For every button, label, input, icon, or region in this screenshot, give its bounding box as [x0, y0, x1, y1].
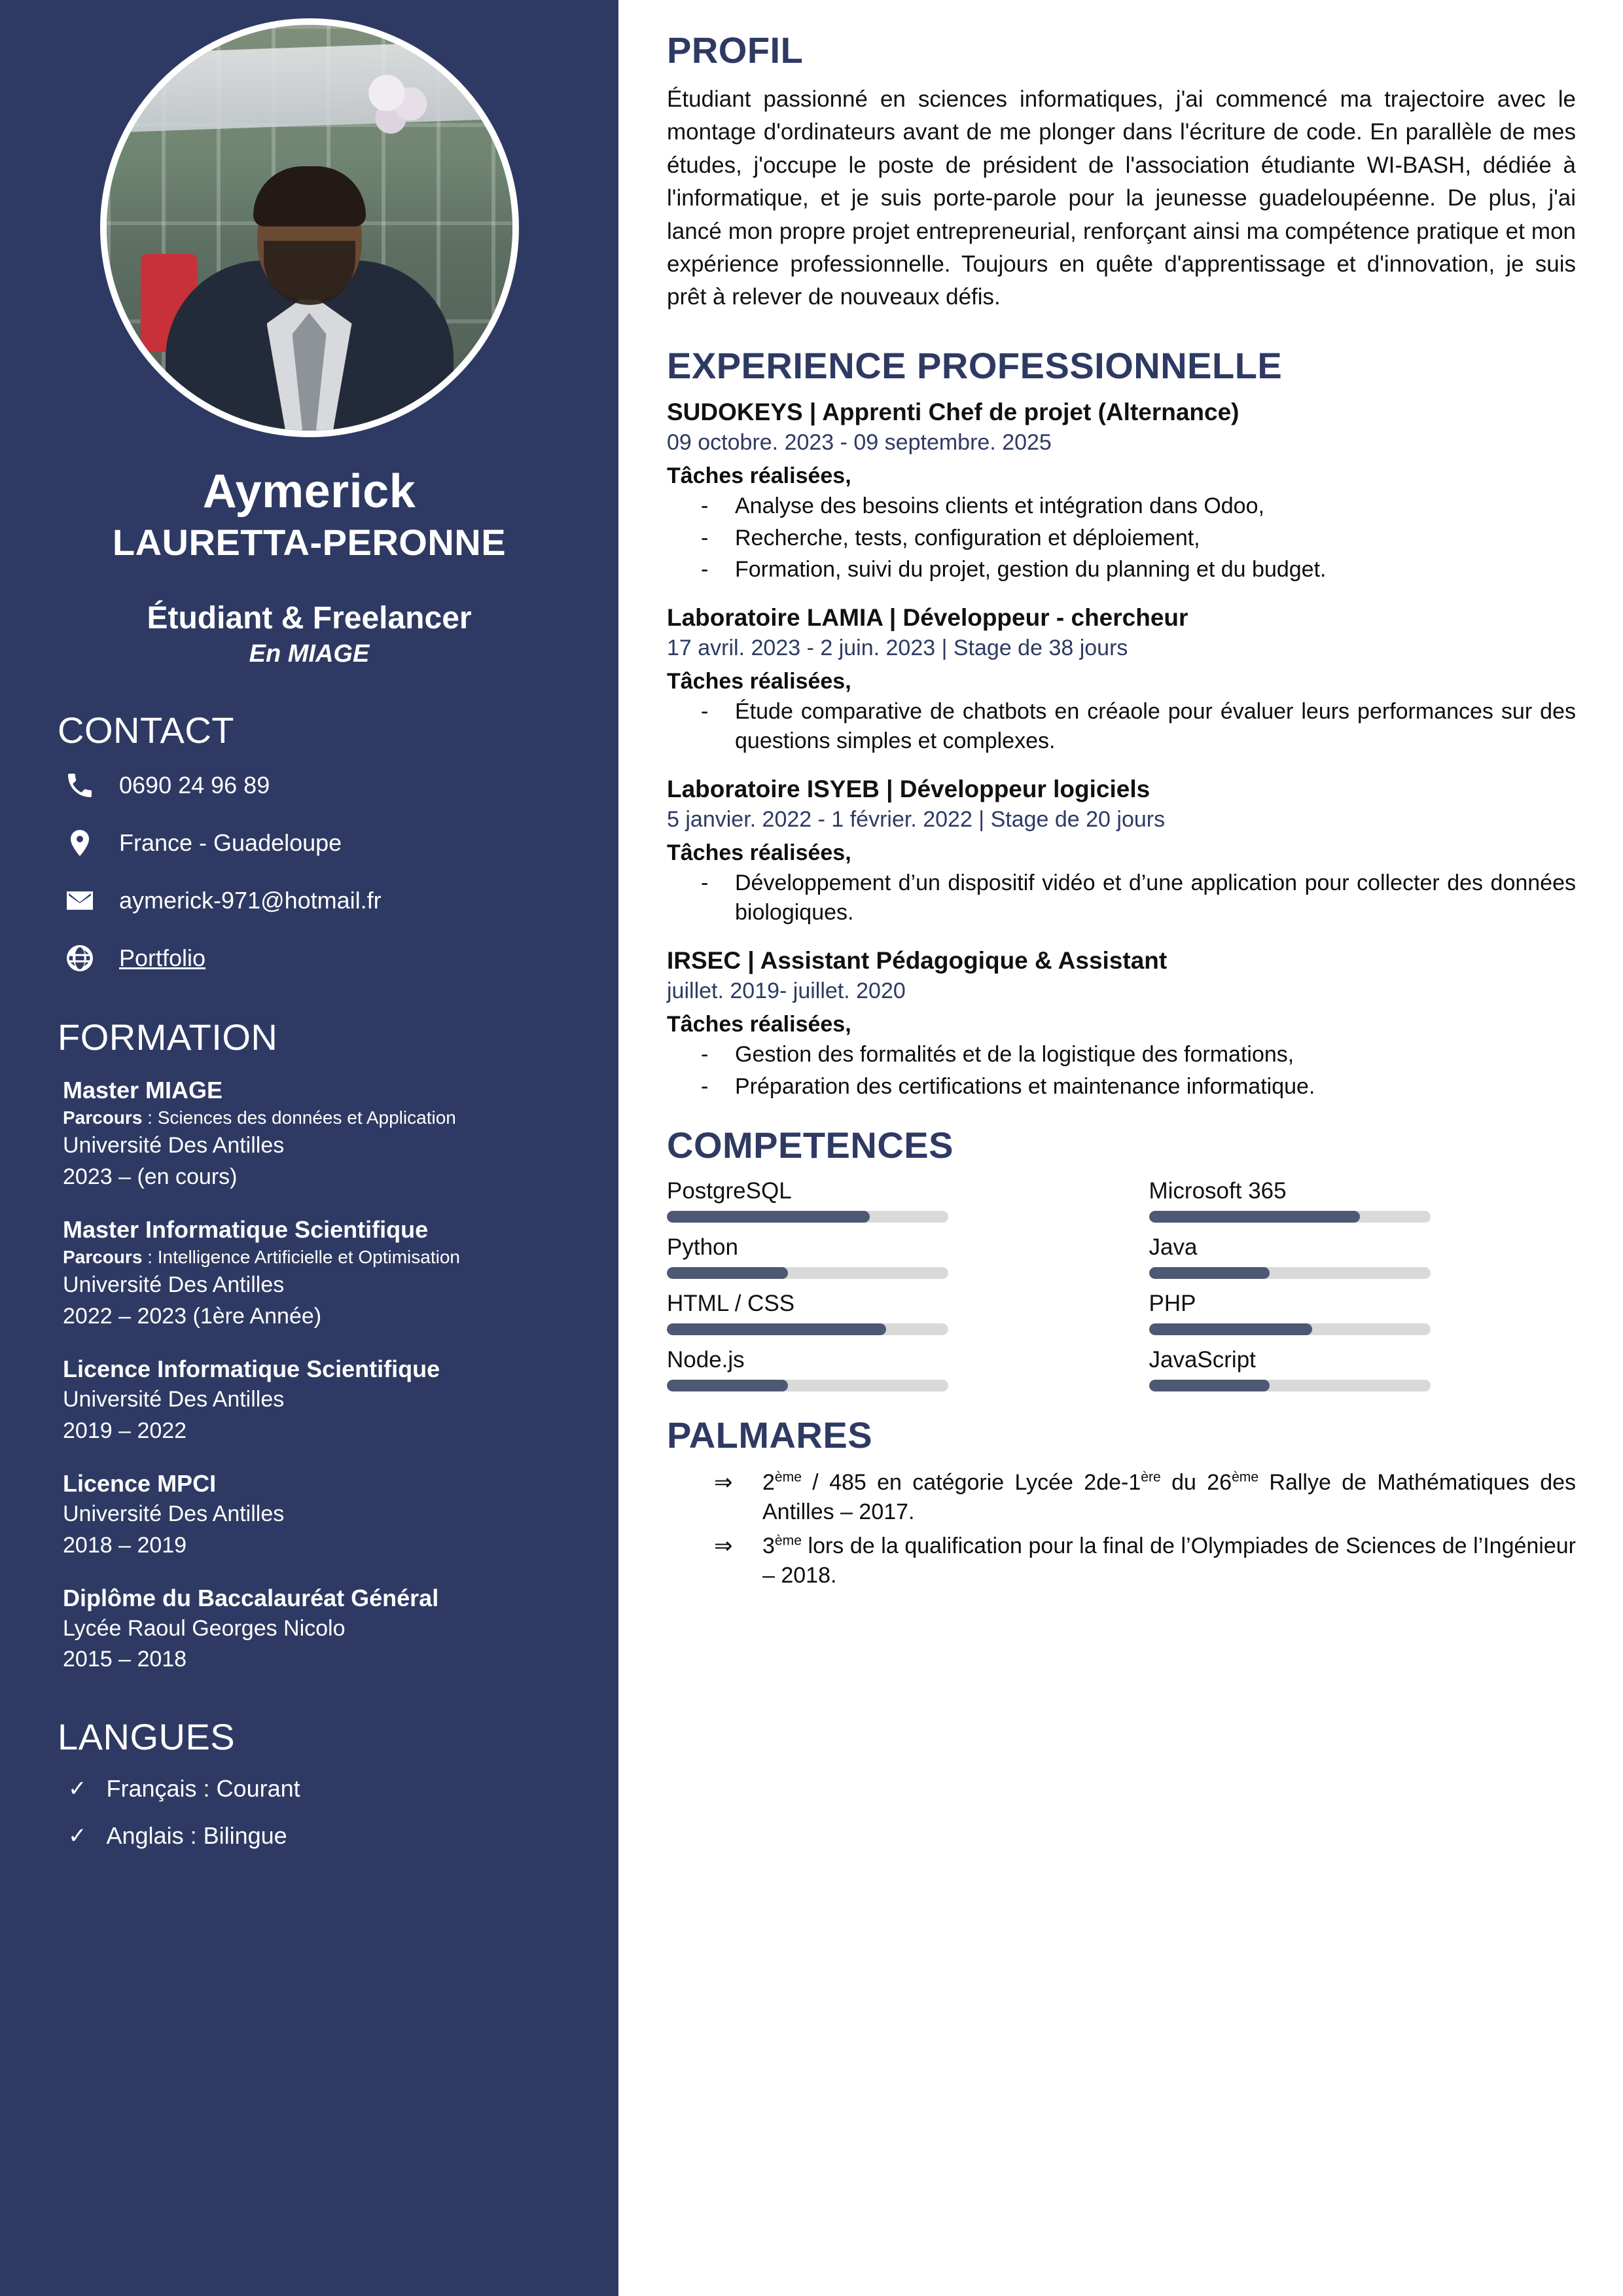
task-item: [701, 869, 1576, 927]
dash-icon: -: [701, 699, 709, 725]
task-text: Analyse des besoins clients et intégration dans Odoo,: [735, 493, 1264, 518]
job-date: juillet. 2019- juillet. 2020: [667, 978, 906, 1003]
formation-parcours: [63, 1106, 566, 1130]
formation-years: 2019 – 2022: [63, 1418, 187, 1443]
skill-bar-fill: [1149, 1380, 1270, 1391]
contact-item-email[interactable]: [63, 884, 618, 918]
skill-item: [667, 1234, 1094, 1279]
job-title: Laboratoire LAMIA | Développeur - chercheur: [667, 604, 1188, 632]
dash-icon: -: [701, 493, 709, 518]
job-date: 17 avril. 2023 - 2 juin. 2023 | Stage de 38 jours: [667, 636, 1128, 661]
contact-item-phone: [63, 768, 618, 802]
envelope-icon: [63, 884, 97, 918]
formation-title: Master MIAGE: [63, 1076, 223, 1103]
langues-list: [68, 1775, 618, 1850]
skill-bar: [1149, 1211, 1431, 1223]
email-value: aymerick-971@hotmail.fr: [119, 886, 382, 914]
job-title: Laboratoire ISYEB | Développeur logiciels: [667, 776, 1150, 803]
formation-school: Université Des Antilles: [63, 1386, 285, 1412]
formation-years: 2015 – 2018: [63, 1647, 187, 1672]
palmares-list: [714, 1468, 1576, 1591]
skill-item: [667, 1347, 1094, 1391]
check-icon: ✓: [68, 1823, 87, 1849]
photo-roof: [100, 39, 519, 134]
role-block: [0, 600, 618, 668]
last-name: LAURETTA-PERONNE: [112, 521, 507, 563]
skill-label: HTML / CSS: [667, 1290, 795, 1316]
experience-item: [667, 776, 1576, 927]
avatar: [100, 18, 519, 437]
skill-label: PostgreSQL: [667, 1177, 792, 1204]
contact-heading: CONTACT: [58, 709, 234, 751]
skill-bar-fill: [667, 1380, 788, 1391]
formation-item: [63, 1215, 566, 1332]
formation-parcours: [63, 1246, 566, 1269]
experience-item: [667, 604, 1576, 756]
palmares-heading: PALMARES: [667, 1414, 873, 1456]
skill-bar-fill: [1149, 1267, 1270, 1279]
sidebar: [0, 0, 618, 2296]
task-text: Formation, suivi du projet, gestion du planning et du budget.: [735, 557, 1327, 583]
dash-icon: -: [701, 525, 709, 550]
skill-label: Node.js: [667, 1346, 745, 1372]
location-pin-icon: [63, 826, 97, 860]
skill-item: [667, 1178, 1094, 1223]
formation-school: Université Des Antilles: [63, 1272, 285, 1298]
profil-text: Étudiant passionné en sciences informatiques, j'ai commencé ma trajectoire avec le montage d'ordinateurs avant de me plonger dans l'écriture de code. En parallèle de mes études, j'occupe le poste de président de l'association étudiante WI-BASH, dédiée à l'informatique, et je suis porte-parole pour la jeunesse guadeloupéenne. De plus, j'ai lancé mon propre projet entrepreneurial, renforçant ainsi ma compétence pratique et mon expérience professionnelle. Toujours en quête d'apprentissage et d'innovation, je suis prêt à relever de nouveaux défis.: [667, 86, 1576, 310]
skill-bar-fill: [667, 1211, 870, 1223]
main-column: [618, 0, 1623, 2296]
skill-item: [667, 1291, 1094, 1335]
skill-label: PHP: [1149, 1290, 1196, 1316]
job-title: IRSEC | Assistant Pédagogique & Assistant: [667, 946, 1168, 974]
skill-bar: [1149, 1267, 1431, 1279]
skill-bar-fill: [667, 1323, 886, 1335]
formation-years: 2022 – 2023 (1ère Année): [63, 1304, 322, 1329]
palmares-text: 2ème / 485 en catégorie Lycée 2de-1ère du 26ème Rallye de Mathématiques des Antilles – 2017.: [762, 1469, 1577, 1525]
skill-bar: [667, 1380, 948, 1391]
location-value: France - Guadeloupe: [119, 829, 342, 856]
formation-title: Master Informatique Scientifique: [63, 1215, 429, 1243]
skill-bar: [667, 1211, 948, 1223]
formation-years: 2018 – 2019: [63, 1532, 187, 1558]
skill-bar-fill: [667, 1267, 788, 1279]
check-icon: ✓: [68, 1776, 87, 1802]
formation-list: [63, 1075, 566, 1676]
skill-label: JavaScript: [1149, 1346, 1256, 1372]
task-item: [701, 697, 1576, 756]
formation-item: [63, 1075, 566, 1193]
task-text: Recherche, tests, configuration et déploiement,: [735, 525, 1200, 550]
palmares-text: 3ème lors de la qualification pour la final de l’Olympiades de Sciences de l’Ingénieur – 2018.: [762, 1533, 1576, 1588]
langue-item: [68, 1822, 618, 1850]
skill-bar: [667, 1267, 948, 1279]
formation-parcours-label: Parcours: [63, 1107, 143, 1128]
skill-item: [1149, 1178, 1577, 1223]
formation-title: Diplôme du Baccalauréat Général: [63, 1584, 439, 1611]
task-item: [701, 1040, 1576, 1069]
portfolio-link[interactable]: Portfolio: [119, 944, 206, 971]
task-text: Étude comparative de chatbots en créaole pour évaluer leurs performances sur des questions simples et complexes.: [735, 699, 1576, 754]
formation-years: 2023 – (en cours): [63, 1164, 238, 1189]
competences-grid: [667, 1178, 1576, 1391]
task-text: Développement d’un dispositif vidéo et d’une application pour collecter des données biologiques.: [735, 870, 1576, 925]
job-tasks-list: [701, 869, 1576, 927]
job-tasks-list: [701, 492, 1576, 585]
formation-item: [63, 1354, 566, 1446]
task-text: Gestion des formalités et de la logistique des formations,: [735, 1041, 1294, 1067]
contact-item-location: [63, 826, 618, 860]
formation-school: Université Des Antilles: [63, 1501, 285, 1526]
langues-heading: LANGUES: [58, 1716, 236, 1758]
job-title: SUDOKEYS | Apprenti Chef de projet (Alternance): [667, 398, 1240, 425]
skill-item: [1149, 1291, 1577, 1335]
job-tasks-list: [701, 1040, 1576, 1102]
task-item: [701, 524, 1576, 553]
photo-hair: [253, 166, 366, 226]
task-item: [701, 492, 1576, 521]
profil-heading: PROFIL: [667, 29, 804, 71]
formation-parcours-value: : Intelligence Artificielle et Optimisation: [142, 1246, 460, 1267]
dash-icon: -: [701, 870, 709, 896]
job-tasks-label: Tâches réalisées,: [667, 840, 851, 866]
job-date: 09 octobre. 2023 - 09 septembre. 2025: [667, 429, 1052, 455]
experience-item: [667, 947, 1576, 1102]
skill-item: [1149, 1347, 1577, 1391]
job-date: 5 janvier. 2022 - 1 février. 2022 | Stage de 20 jours: [667, 807, 1166, 833]
first-name: Aymerick: [202, 465, 416, 518]
photo-flowers: [355, 64, 434, 136]
dash-icon: -: [701, 1041, 709, 1067]
arrow-icon: ⇒: [714, 1469, 733, 1495]
formation-item: [63, 1469, 566, 1561]
skill-bar-fill: [1149, 1211, 1361, 1223]
skill-label: Python: [667, 1234, 738, 1260]
formation-title: Licence MPCI: [63, 1469, 217, 1497]
formation-heading: FORMATION: [58, 1016, 278, 1058]
job-tasks-label: Tâches réalisées,: [667, 463, 851, 488]
job-tasks-list: [701, 697, 1576, 756]
skill-bar: [1149, 1323, 1431, 1335]
job-tasks-label: Tâches réalisées,: [667, 1011, 851, 1037]
skill-label: Java: [1149, 1234, 1198, 1260]
dash-icon: -: [701, 1073, 709, 1099]
task-text: Préparation des certifications et maintenance informatique.: [735, 1073, 1315, 1099]
skill-bar: [1149, 1380, 1431, 1391]
palmares-item: [714, 1532, 1576, 1591]
job-tasks-label: Tâches réalisées,: [667, 669, 851, 694]
globe-icon: [63, 941, 97, 975]
formation-school: Université Des Antilles: [63, 1132, 285, 1158]
skill-bar: [667, 1323, 948, 1335]
formation-parcours-value: : Sciences des données et Application: [142, 1107, 456, 1128]
skill-item: [1149, 1234, 1577, 1279]
langue-item: [68, 1775, 618, 1803]
skill-bar-fill: [1149, 1323, 1312, 1335]
role-title: Étudiant & Freelancer: [147, 600, 472, 636]
contact-item-portfolio[interactable]: [63, 941, 618, 975]
competences-heading: COMPETENCES: [667, 1124, 954, 1166]
arrow-icon: ⇒: [714, 1533, 733, 1558]
photo-container: [0, 0, 618, 437]
task-item: [701, 555, 1576, 584]
experience-item: [667, 399, 1576, 585]
experience-heading: EXPERIENCE PROFESSIONNELLE: [667, 344, 1283, 386]
palmares-item: [714, 1468, 1576, 1528]
formation-parcours-label: Parcours: [63, 1246, 143, 1267]
phone-value: 0690 24 96 89: [119, 771, 270, 798]
photo-person: [156, 149, 463, 431]
langue-label: Français : Courant: [106, 1775, 300, 1803]
dash-icon: -: [701, 557, 709, 583]
phone-icon: [63, 768, 97, 802]
formation-item: [63, 1583, 566, 1676]
contact-list: [63, 768, 618, 975]
task-item: [701, 1072, 1576, 1102]
role-subtitle: En MIAGE: [249, 639, 370, 668]
name-block: [0, 467, 618, 564]
formation-school: Lycée Raoul Georges Nicolo: [63, 1615, 346, 1641]
formation-title: Licence Informatique Scientifique: [63, 1355, 440, 1382]
langue-label: Anglais : Bilingue: [106, 1822, 287, 1850]
skill-label: Microsoft 365: [1149, 1177, 1287, 1204]
